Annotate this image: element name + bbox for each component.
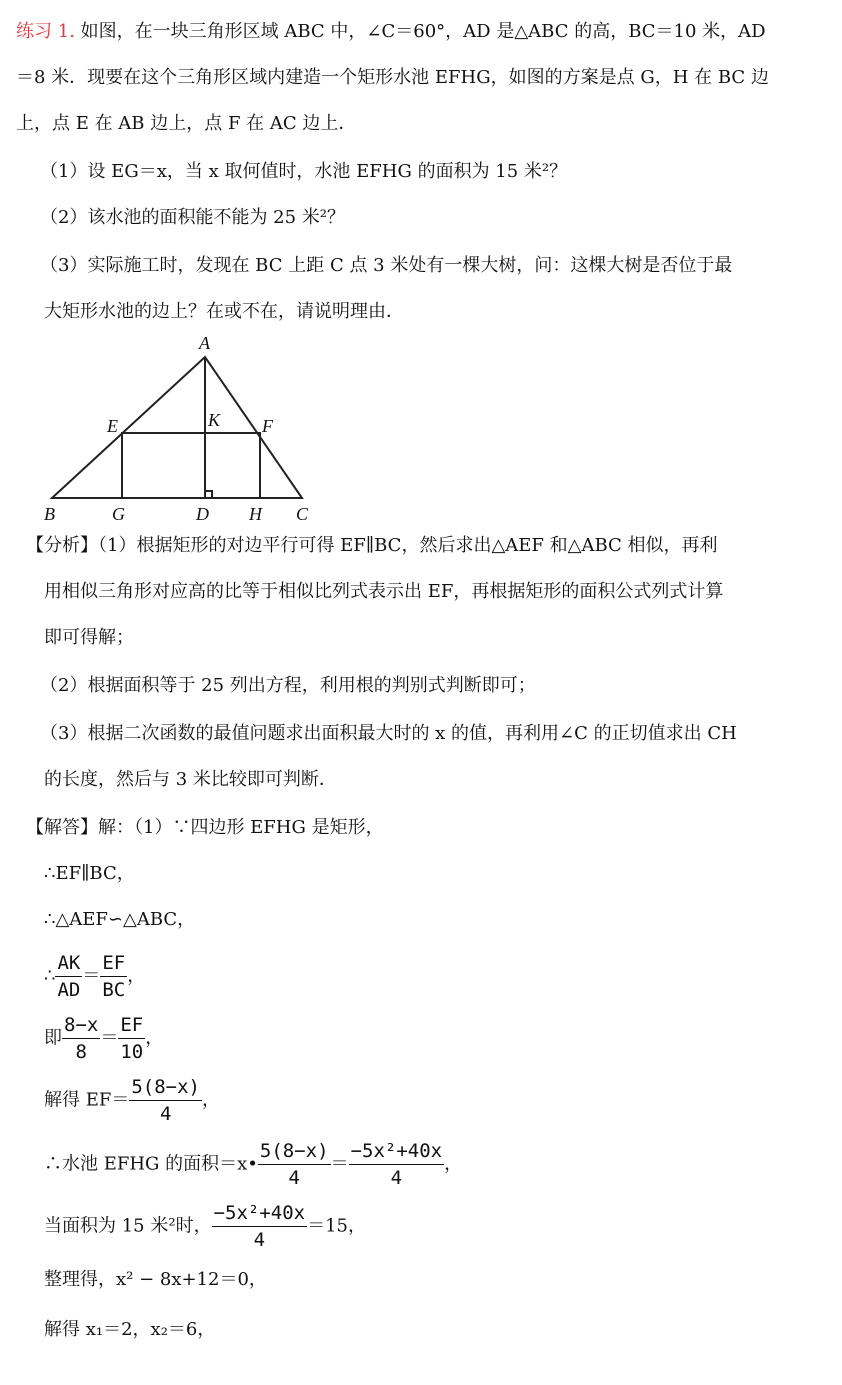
solution-ratio-line: ∴ $\frac{AK}{AD}$ ＝ $\frac{EF}{BC}$ ， [44,952,146,1001]
solution-line-2: ∴EF∥BC， [44,863,135,884]
fraction: $\frac{8-x}{8}$ [64,1014,99,1063]
solution-line-10: 解得 x₁＝2，x₂＝6， [44,1319,216,1340]
rectangle-efhg [122,433,260,498]
analysis-line-6: 的长度，然后与 3 米比较即可判断． [44,769,337,790]
question-3b: 大矩形水池的边上？在或不在，请说明理由． [44,301,404,322]
problem-line-1: 练习 1. 如图，在一块三角形区域 ABC 中，∠C＝60°，AD 是△ABC 的高，BC＝10 米，AD [16,21,766,42]
fraction: $\frac{5(8-x)}{4}$ [131,1076,200,1125]
analysis-line-3: 即可得解； [44,627,134,648]
solution-substitute-line: 即 $\frac{8-x}{8}$ ＝ $\frac{EF}{10}$ ， [44,1014,164,1063]
right-angle-mark [205,491,212,498]
label-a: A [199,333,210,353]
fraction: $\frac{EF}{BC}$ [102,952,126,1001]
label-e: E [107,416,118,436]
fraction: $\frac{\text{−5x²+40x}}{4}$ [350,1140,443,1189]
problem-label: 练习 1. [16,21,75,42]
solution-area-line: ∴水池 EFHG 的面积＝x• $\frac{5(8-x)}{4}$ ＝ $\frac{\text{−5x²+40x}}{4}$ ， [44,1140,463,1189]
analysis-line-1: 【分析】（1）根据矩形的对边平行可得 EF∥BC，然后求出△AEF 和△ABC 相似，再利 [26,535,718,556]
question-2: （2）该水池的面积能不能为 25 米²？ [40,207,346,228]
question-3a: （3）实际施工时，发现在 BC 上距 C 点 3 米处有一棵大树，问：这棵大树是否位于最 [40,255,733,276]
analysis-line-2: 用相似三角形对应高的比等于相似比列式表示出 EF，再根据矩形的面积公式列式计算 [44,581,724,602]
triangle-figure [0,330,842,530]
problem-line-3: 上，点 E 在 AB 边上，点 F 在 AC 边上． [16,113,357,134]
problem-line-2: ＝8 米．现要在这个三角形区域内建造一个矩形水池 EFHG，如图的方案是点 G，H 在 BC 边 [16,67,769,88]
fraction: $\frac{AK}{AD}$ [57,952,81,1001]
question-1: （1）设 EG＝x，当 x 取何值时，水池 EFHG 的面积为 15 米²？ [40,161,568,182]
label-k: K [208,410,221,430]
fraction: $\frac{5(8-x)}{4}$ [259,1140,329,1189]
solution-equation-line: 当面积为 15 米²时， $\frac{\text{−5x²+40x}}{4}$ ＝15， [44,1202,366,1251]
solution-ef-line: 解得 EF＝ $\frac{5(8-x)}{4}$ ， [44,1076,220,1125]
label-g: G [112,504,125,524]
label-h: H [249,504,262,524]
analysis-line-5: （3）根据二次函数的最值问题求出面积最大时的 x 的值，再利用∠C 的正切值求出 CH [40,723,737,744]
solution-line-1: 【解答】解：（1）∵四边形 EFHG 是矩形， [26,817,384,838]
analysis-line-4: （2）根据面积等于 25 列出方程，利用根的判别式判断即可； [40,675,536,696]
solution-line-3: ∴△AEF∽△ABC， [44,909,196,930]
solution-line-9: 整理得，x² − 8x+12＝0， [44,1269,267,1290]
label-b: B [44,504,55,524]
label-f: F [262,416,273,436]
label-c: C [296,504,309,524]
label-d: D [196,504,209,524]
fraction: $\frac{\text{−5x²+40x}}{4}$ [213,1202,306,1251]
fraction: $\frac{EF}{10}$ [120,1014,144,1063]
